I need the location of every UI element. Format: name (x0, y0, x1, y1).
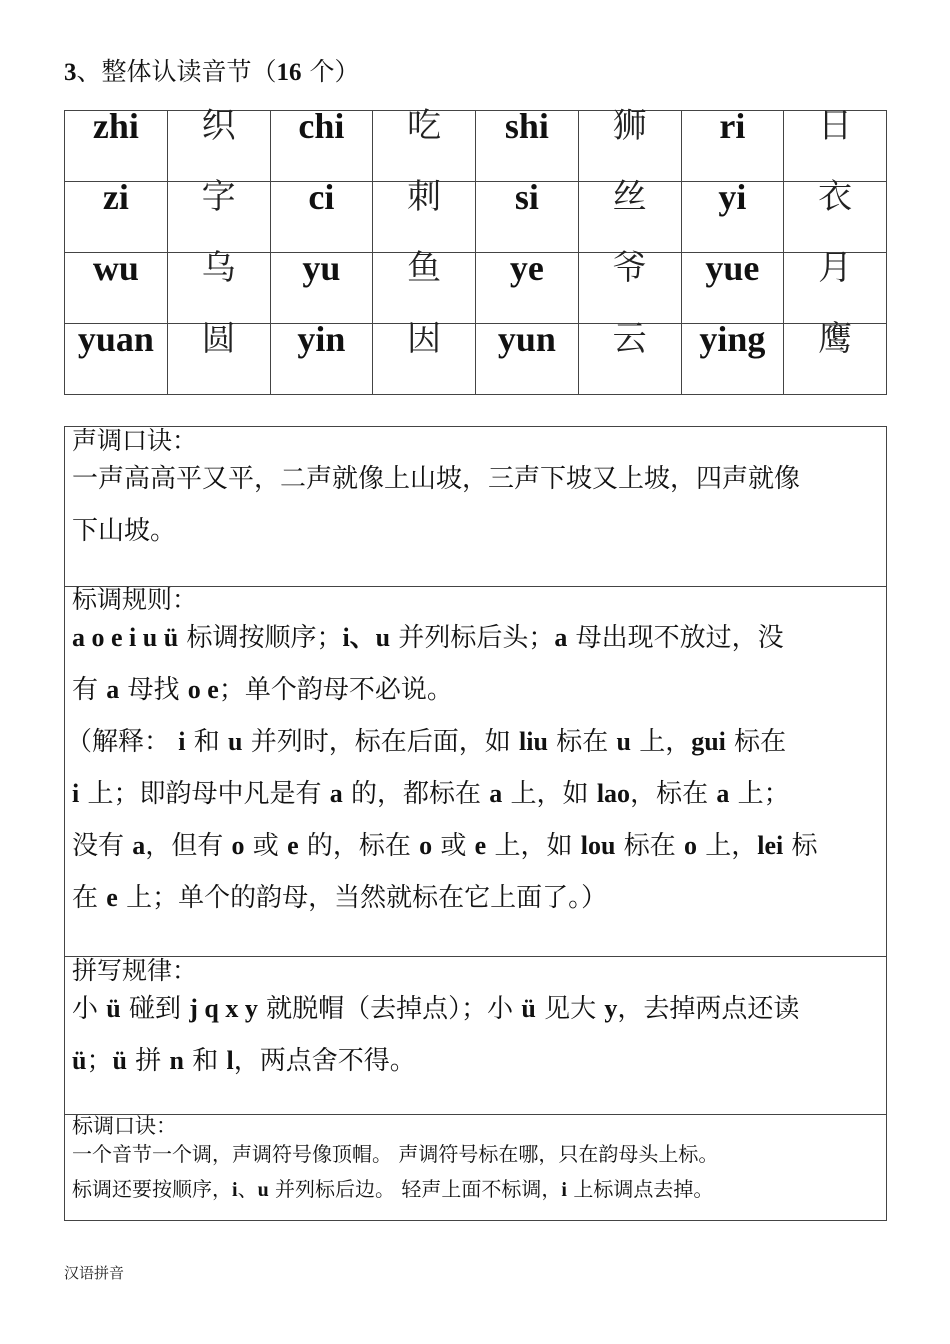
pinyin-cell: yi (681, 182, 784, 253)
hanzi-cell: 狮 (578, 111, 681, 182)
spelling-rules-text: 小 ü 碰到 j q x y 就脱帽（去掉点）；小 ü 见大 y，去掉两点还读 ü；ü 拼 n 和 l，两点舍不得。 (72, 994, 800, 1076)
syllable-row (65, 324, 887, 395)
tone-rhyme-box (64, 426, 887, 587)
section-heading: 3、整体认读音节（16 个） (64, 57, 360, 86)
pinyin-cell: shi (476, 111, 579, 182)
hanzi-cell: 吃 (373, 111, 476, 182)
syllable-row (65, 253, 887, 324)
pinyin-cell: ying (681, 324, 784, 395)
pinyin-cell: ci (270, 182, 373, 253)
pinyin-cell: zhi (65, 111, 168, 182)
hanzi-cell: 织 (167, 111, 270, 182)
hanzi-cell: 丝 (578, 182, 681, 253)
pinyin-cell: wu (65, 253, 168, 324)
hanzi-cell: 衣 (784, 182, 887, 253)
pinyin-cell: yun (476, 324, 579, 395)
hanzi-cell: 因 (373, 324, 476, 395)
marking-rules-text: a o e i u ü 标调按顺序；i、u 并列标后头；a 母出现不放过，没 有 a 母找 o e；单个韵母不必说。 （解释： i 和 u 并列时，标在后面，如 liu 标在 u 上，gui 标在 i 上；即韵母中凡是有 a 的，都标在 a 上，如 lao，标在 a 上； 没有 a，但有 o 或 e 的，标在 o 或 e 上，如 lou 标在 o 上，lei 标 在 e 上；单个的韵母，当然就标在它上面了。） (66, 623, 818, 913)
syllable-table (64, 106, 887, 395)
hanzi-cell: 刺 (373, 182, 476, 253)
syllable-row (65, 182, 887, 253)
pinyin-cell: yin (270, 324, 373, 395)
hanzi-cell: 云 (578, 324, 681, 395)
pinyin-cell: yu (270, 253, 373, 324)
hanzi-cell: 鱼 (373, 253, 476, 324)
pinyin-cell: chi (270, 111, 373, 182)
pinyin-cell: si (476, 182, 579, 253)
pinyin-cell: yue (681, 253, 784, 324)
hanzi-cell: 乌 (167, 253, 270, 324)
tone-mark-rhyme-box (64, 1115, 887, 1221)
hanzi-cell: 月 (784, 253, 887, 324)
syllable-row (65, 111, 887, 182)
hanzi-cell: 鹰 (784, 324, 887, 395)
tone-rhyme-text: 一声高高平又平，二声就像上山坡，三声下坡又上坡，四声就像 下山坡。 (72, 464, 801, 546)
pinyin-cell: ye (476, 253, 579, 324)
tone-rhyme-title: 声调口诀： (72, 426, 198, 455)
pinyin-cell: yuan (65, 324, 168, 395)
hanzi-cell: 爷 (578, 253, 681, 324)
hanzi-cell: 日 (784, 111, 887, 182)
page-footer: 汉语拼音 (64, 1264, 125, 1282)
marking-rules-box (64, 586, 887, 957)
hanzi-cell: 字 (167, 182, 270, 253)
spelling-rules-box (64, 957, 887, 1115)
tone-mark-rhyme-text: 一个音节一个调，声调符号像顶帽。 声调符号标在哪，只在韵母头上标。 标调还要按顺序，i、u 并列标后边。 轻声上面不标调，i 上标调点去掉。 (72, 1142, 719, 1201)
marking-rules-title: 标调规则： (72, 585, 198, 614)
hanzi-cell: 圆 (167, 324, 270, 395)
pinyin-cell: zi (65, 182, 168, 253)
spelling-rules-title: 拼写规律： (72, 956, 198, 985)
tone-mark-rhyme-title: 标调口诀： (72, 1114, 177, 1138)
pinyin-cell: ri (681, 111, 784, 182)
